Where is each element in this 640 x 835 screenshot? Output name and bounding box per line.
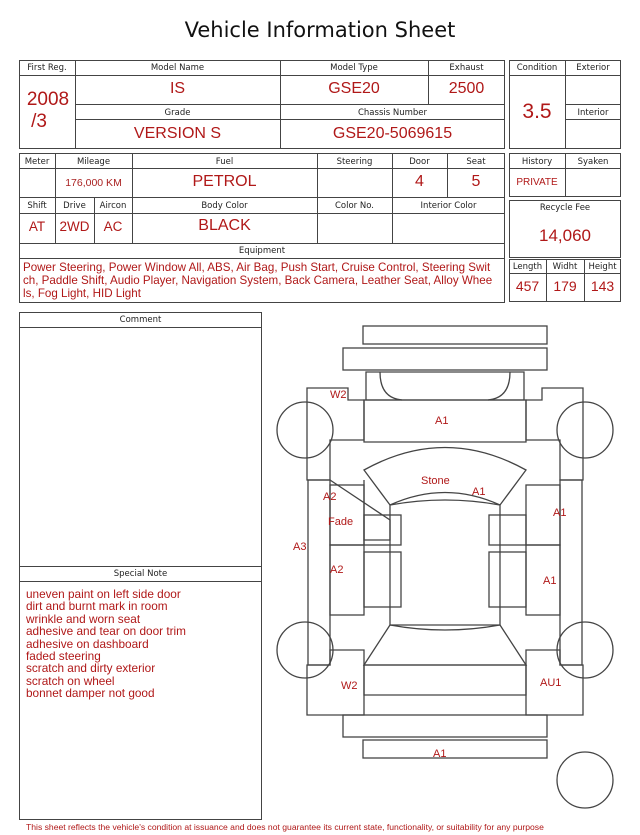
first-reg-year: 2008	[26, 89, 70, 110]
vehicle-damage-diagram	[270, 320, 620, 820]
body-color-value: BLACK	[198, 217, 251, 234]
aircon-value: AC	[103, 219, 123, 234]
model-type-value: GSE20	[328, 80, 380, 97]
shift-value: AT	[28, 219, 46, 234]
special-note-item: dirt and burnt mark in room	[26, 599, 168, 614]
damage-mark: A1	[553, 507, 567, 519]
first-reg-label: First Reg.	[27, 63, 67, 73]
height-value: 143	[590, 278, 615, 294]
interior-label: Interior	[577, 108, 609, 118]
sheet-title: Vehicle Information Sheet	[184, 18, 456, 42]
height-label: Height	[588, 262, 617, 272]
seat-value: 5	[471, 173, 481, 190]
drive-label: Drive	[63, 201, 86, 211]
mileage-value: 176,000 KM	[65, 177, 122, 189]
fuel-value: PETROL	[192, 173, 257, 190]
damage-mark: Fade	[328, 516, 354, 528]
recycle-fee-value: 14,060	[539, 226, 591, 245]
width-value: 179	[553, 278, 577, 294]
grade-label: Grade	[164, 108, 191, 118]
footer-disclaimer: This sheet reflects the vehicle's condition at issuance and does not guarantee its current state, functionality, or suitability for any purpose	[26, 822, 544, 832]
special-note-item: wrinkle and worn seat	[26, 611, 141, 626]
special-note-label: Special Note	[113, 569, 168, 579]
door-label: Door	[409, 157, 430, 167]
history-value: PRIVATE	[516, 177, 558, 188]
door-value: 4	[415, 173, 424, 190]
damage-mark: A1	[543, 575, 557, 587]
condition-label: Condition	[516, 63, 558, 73]
syaken-label: Syaken	[577, 157, 609, 167]
equipment-value: Power Steering, Power Window All, ABS, Air Bag, Push Start, Cruise Control, Steering Switch, Paddle Shift, Audio Player, Navigation System, Back Camera, Leather Seat, Alloy Wheels, Fog Light, HID Light	[23, 261, 493, 300]
seat-label: Seat	[466, 157, 486, 167]
special-note-item: adhesive and tear on door trim	[26, 624, 187, 639]
first-reg-month: /3	[31, 111, 47, 132]
special-note-item: faded steering	[26, 649, 101, 664]
mileage-label: Mileage	[76, 157, 111, 167]
recycle-fee-label: Recycle Fee	[539, 203, 591, 213]
meter-label: Meter	[24, 157, 50, 167]
model-type-label: Model Type	[330, 63, 378, 73]
condition-value: 3.5	[522, 100, 552, 123]
damage-mark: Stone	[421, 475, 450, 487]
damage-mark: A1	[433, 748, 447, 760]
drive-value: 2WD	[59, 219, 90, 234]
width-label: Widht	[552, 262, 578, 272]
special-note-item: scratch and dirty exterior	[26, 661, 156, 676]
shift-label: Shift	[27, 201, 47, 211]
special-note-item: bonnet damper not good	[26, 686, 155, 701]
model-name-label: Model Name	[150, 63, 205, 73]
body-color-label: Body Color	[201, 201, 248, 211]
damage-mark: A3	[293, 541, 307, 553]
exhaust-value: 2500	[448, 80, 485, 97]
chassis-label: Chassis Number	[357, 108, 428, 118]
exterior-label: Exterior	[576, 63, 610, 73]
length-label: Length	[512, 262, 543, 272]
steering-label: Steering	[336, 157, 373, 167]
color-no-label: Color No.	[334, 201, 374, 211]
comment-label: Comment	[119, 315, 162, 325]
special-note-item: adhesive on dashboard	[26, 636, 149, 651]
damage-mark: A1	[472, 486, 486, 498]
equipment-label: Equipment	[238, 246, 286, 256]
model-name-value: IS	[169, 80, 186, 97]
special-note-item: scratch on wheel	[26, 673, 115, 688]
grade-value: VERSION S	[133, 125, 222, 142]
damage-mark: A1	[435, 415, 449, 427]
damage-mark: W2	[341, 680, 358, 692]
fuel-label: Fuel	[215, 157, 234, 167]
damage-mark: A2	[330, 564, 344, 576]
history-label: History	[521, 157, 553, 167]
chassis-value: GSE20-5069615	[332, 125, 453, 142]
exhaust-label: Exhaust	[449, 63, 484, 73]
damage-mark: AU1	[540, 677, 562, 689]
special-note-list	[26, 588, 186, 700]
damage-mark: A2	[323, 491, 337, 503]
interior-color-label: Interior Color	[420, 201, 477, 211]
length-value: 457	[515, 278, 540, 294]
aircon-label: Aircon	[99, 201, 127, 211]
special-note-item: uneven paint on left side door	[26, 587, 181, 601]
damage-mark: W2	[330, 389, 347, 401]
